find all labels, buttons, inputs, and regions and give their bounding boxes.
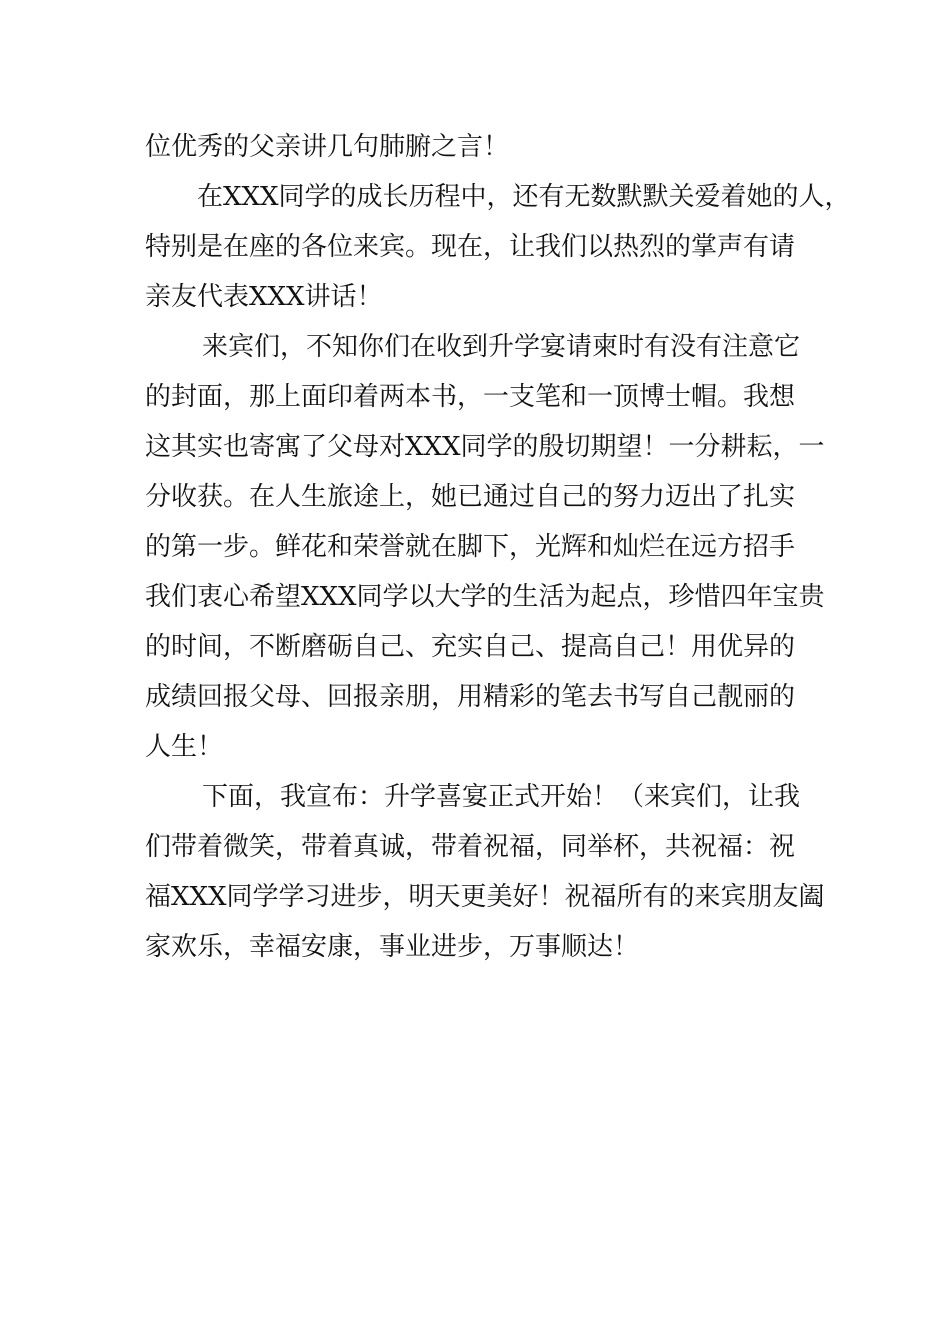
text-line: 位优秀的父亲讲几句肺腑之言！ (145, 132, 510, 162)
text-line: 的时间，不断磨砺自己、充实自己、提高自己！用优异的 (145, 632, 796, 662)
text-line: 的第一步。鲜花和荣誉就在脚下，光辉和灿烂在远方招手 (145, 532, 796, 562)
text-line: 特别是在座的各位来宾。现在，让我们以热烈的掌声有请 (145, 232, 796, 262)
paragraph-start-line: 在XXX同学的成长历程中，还有无数默默关爱着她的人， (197, 182, 851, 212)
text-line: 我们衷心希望XXX同学以大学的生活为起点，珍惜四年宝贵 (145, 582, 825, 612)
text-line: 分收获。在人生旅途上，她已通过自己的努力迈出了扎实 (145, 482, 796, 512)
text-line: 们带着微笑，带着真诚，带着祝福，同举杯，共祝福：祝 (145, 832, 796, 862)
text-line: 的封面，那上面印着两本书，一支笔和一顶博士帽。我想 (145, 382, 796, 412)
speech-text (145, 122, 851, 972)
text-line: 家欢乐，幸福安康，事业进步，万事顺达！ (145, 932, 640, 962)
text-line: 人生！ (145, 732, 224, 762)
paragraph-start-line: 下面，我宣布：升学喜宴正式开始！（来宾们，让我 (202, 782, 801, 812)
text-line: 成绩回报父母、回报亲朋，用精彩的笔去书写自己靓丽的 (145, 682, 796, 712)
text-line: 亲友代表XXX讲话！ (145, 282, 383, 312)
text-line: 福XXX同学学习进步，明天更美好！祝福所有的来宾朋友阖 (145, 882, 825, 912)
paragraph-start-line: 来宾们，不知你们在收到升学宴请柬时有没有注意它 (202, 332, 801, 362)
text-line: 这其实也寄寓了父母对XXX同学的殷切期望！一分耕耘，一 (145, 432, 825, 462)
